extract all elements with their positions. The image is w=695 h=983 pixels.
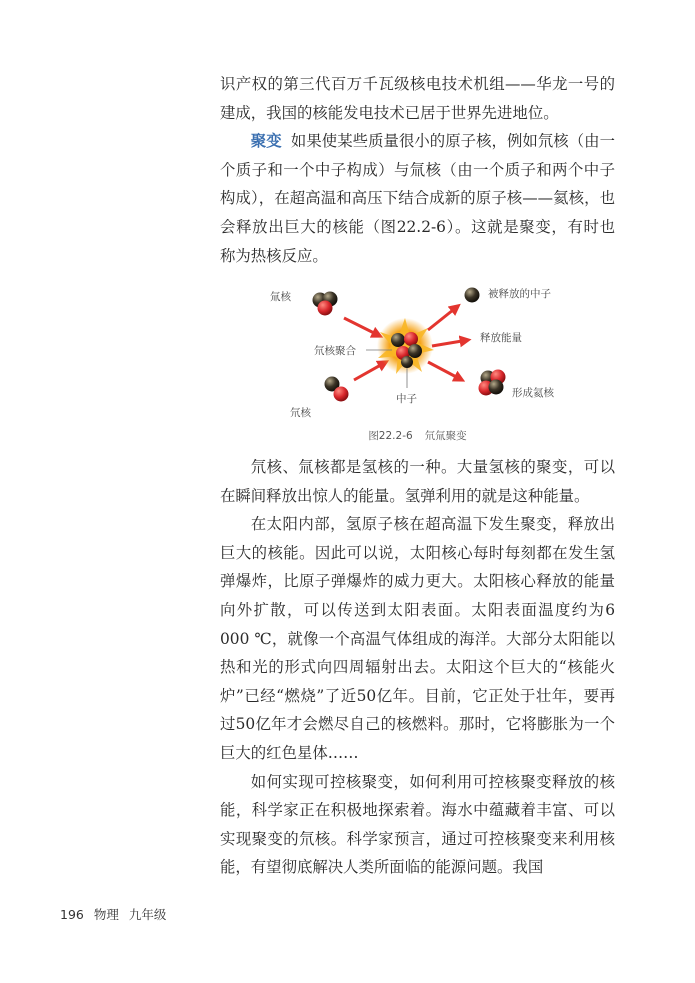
label-released-energy: 释放能量 [480, 332, 522, 344]
fusion-figure [262, 280, 572, 420]
arrow-out-energy [432, 340, 468, 346]
paragraph-fusion [220, 127, 615, 270]
caption-title: 氘氚聚变 [424, 430, 467, 442]
label-deuterium: 氘核 [290, 407, 311, 419]
label-released-neutron: 被释放的中子 [488, 288, 551, 300]
paragraph-controlled-fusion: 如何实现可控核聚变，如何利用可控核聚变释放的核能，科学家正在积极地探索着。海水中蕴藏着丰富、可以实现聚变的氘核。科学家预言，通过可控核聚变来利用核能，有望彻底解决人类所面临的能源问题。我国 [220, 772, 615, 877]
released-neutron [465, 288, 480, 303]
label-neutron: 中子 [396, 393, 417, 405]
arrow-in-bottom [354, 362, 386, 380]
paragraph-sun: 在太阳内部，氢原子核在超高温下发生聚变，释放出巨大的核能。因此可以说，太阳核心每时每刻都在发生氢弹爆炸，比原子弹爆炸的威力更大。太阳核心释放的能量向外扩散，可以传送到太阳表面。太阳表面温度约为6 000 ℃，就像一个高温气体组成的海洋。大部分太阳能以热和光的形式向四周辐射出去。太阳这个巨大的“核能火炉”已经“燃烧”了近50亿年。目前，它正处于壮年，要再过50亿年才会燃尽自己的核燃料。那时，它将膨胀为一个巨大的红色星体…… [220, 515, 615, 762]
text-block-top [220, 70, 615, 270]
keyword-fusion: 聚变 [250, 132, 282, 151]
caption-number: 图22.2-6 [368, 430, 413, 442]
text-block-bottom [220, 453, 615, 882]
paragraph-hydrogen: 氘核、氚核都是氢核的一种。大量氢核的聚变，可以在瞬间释放出惊人的能量。氢弹利用的就是这种能量。 [220, 458, 615, 505]
arrow-out-helium [428, 362, 462, 380]
deuterium-nucleus [325, 377, 349, 402]
helium-nucleus [479, 370, 506, 396]
arrow-in-top [344, 318, 380, 336]
label-tritium: 氚核 [270, 291, 291, 303]
paragraph-continuation: 识产权的第三代百万千瓦级核电技术机组——华龙一号的建成，我国的核能发电技术已居于世界先进地位。 [220, 75, 615, 122]
tritium-nucleus [313, 292, 338, 316]
label-helium: 形成氦核 [512, 387, 554, 399]
label-fusion: 氘核聚合 [314, 345, 356, 357]
book-subject: 物理 [93, 907, 119, 922]
page-number: 196 [60, 907, 84, 922]
arrow-out-neutron [428, 306, 458, 330]
page-footer [60, 905, 176, 923]
fusion-text: 如果使某些质量很小的原子核，例如氘核（由一个质子和一个中子构成）与氚核（由一个质子和两个中子构成），在超高温和高压下结合成新的原子核——氦核，也会释放出巨大的核能（图22.2-6）。这就是聚变，有时也称为热核反应。 [220, 132, 615, 265]
book-grade: 九年级 [128, 907, 167, 922]
figure-caption [220, 428, 615, 443]
fusion-flash [377, 318, 434, 374]
